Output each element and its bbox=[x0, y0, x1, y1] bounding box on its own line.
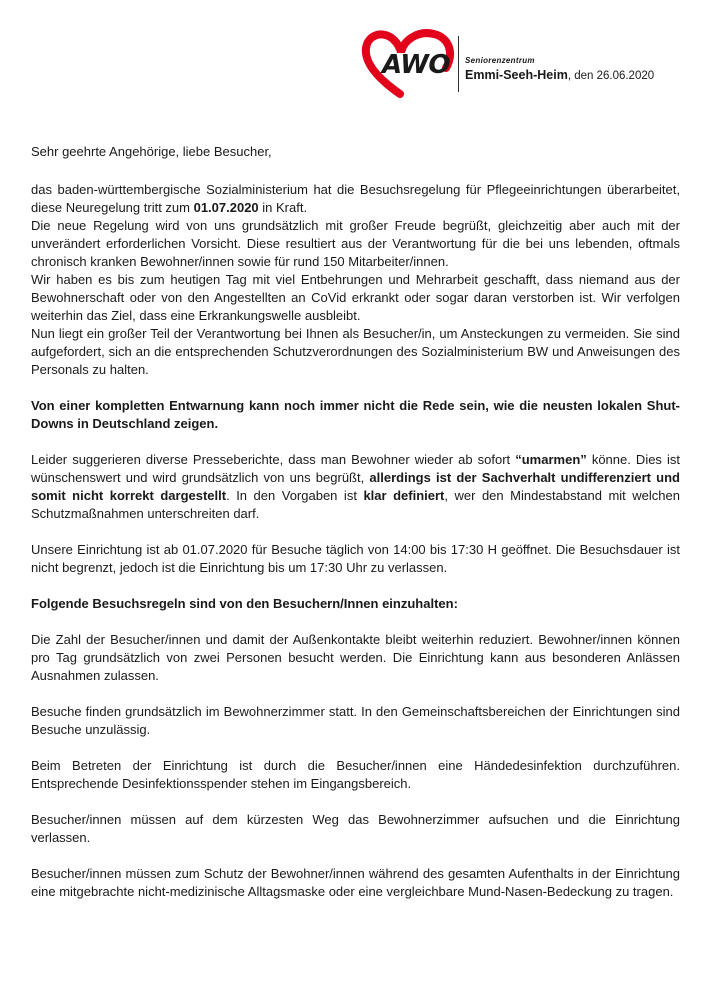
press-text-a: Leider suggerieren diverse Presseberichte, dass man Bewohner wieder ab sofort bbox=[31, 452, 516, 467]
awo-logo-text: AWO bbox=[382, 50, 450, 80]
press-bold-d: allerdings ist der Sachverhalt undifferenziert und somit nicht korrekt dargestellt bbox=[31, 470, 680, 503]
letter-date: , den 26.06.2020 bbox=[567, 70, 655, 82]
org-name: Emmi-Seeh-Heim bbox=[465, 68, 568, 82]
letter-body bbox=[31, 143, 680, 901]
warning-paragraph bbox=[31, 397, 680, 433]
intro-text: das baden-württembergische Sozialministerium hat die Besuchsregelung für Pflegeeinrichtungen überarbeitet, diese Neuregelung tritt zum bbox=[31, 182, 680, 215]
paragraph-responsibility: Nun liegt ein großer Teil der Verantwortung bei Ihnen als Besucher/in, um Ansteckungen zu vermeiden. Sie sind aufgefordert, sich an die entsprechenden Schutzverordnungen des Sozialministerium BW und Anweisungen des Personals zu halten. bbox=[31, 326, 680, 377]
press-text-c: könne. Dies ist wünschenswert und wird grundsätzlich von uns begrüßt, bbox=[31, 452, 680, 485]
rules-heading-text: Folgende Besuchsregeln sind von den Besuchern/Innen einzuhalten: bbox=[31, 596, 458, 611]
paragraph-press bbox=[31, 451, 680, 523]
effective-date: 01.07.2020 bbox=[193, 200, 259, 215]
press-hug: “umarmen” bbox=[515, 452, 587, 467]
rules-heading bbox=[31, 595, 680, 613]
rule-visit-location: Besuche finden grundsätzlich im Bewohnerzimmer statt. In den Gemeinschaftsbereichen der Einrichtungen sind Besuche unzulässig. bbox=[31, 704, 680, 737]
rule-visitor-limit: Die Zahl der Besucher/innen und damit der Außenkontakte bleibt weiterhin reduziert. Bewohner/innen können pro Tag grundsätzlich von zwei Personen besucht werden. Die Einrichtung kann aus besonderen Anlässen Ausnahmen zulassen. bbox=[31, 632, 680, 683]
header-divider bbox=[458, 36, 459, 92]
press-text-e: . In den Vorgaben ist bbox=[226, 488, 364, 503]
press-bold-f: klar definiert bbox=[363, 488, 445, 503]
intro-text-end: in Kraft. bbox=[258, 200, 308, 215]
paragraph-regulation: Die neue Regelung wird von uns grundsätzlich mit großer Freude begrüßt, gleichzeitig aber auch mit der unverändert erforderlichen Vorsicht. Diese resultiert aus der Verantwortung für die bei uns lebenden, oftmals chronisch kranken Bewohner/innen sowie für rund 150 Mitarbeiter/innen. bbox=[31, 218, 680, 269]
rule-mask: Besucher/innen müssen zum Schutz der Bewohner/innen während des gesamten Aufenthalts in der Einrichtung eine mitgebrachte nicht-medizinische Alltagsmaske oder eine vergleichbare Mund-Nasen-Bedeckung zu tragen. bbox=[31, 866, 680, 899]
org-type: Seniorenzentrum bbox=[465, 56, 535, 65]
warning-text: Von einer kompletten Entwarnung kann noch immer nicht die Rede sein, wie die neusten lokalen Shut-Downs in Deutschland zeigen. bbox=[31, 398, 680, 431]
letterhead bbox=[360, 28, 690, 98]
salutation: Sehr geehrte Angehörige, liebe Besucher, bbox=[31, 144, 272, 159]
paragraph-opening-hours: Unsere Einrichtung ist ab 01.07.2020 für Besuche täglich von 14:00 bis 17:30 H geöffnet. Die Besuchsdauer ist nicht begrenzt, jedoch ist die Einrichtung bis um 17:30 Uhr zu verlassen. bbox=[31, 542, 680, 575]
rule-shortest-path: Besucher/innen müssen auf dem kürzesten Weg das Bewohnerzimmer aufsuchen und die Einrichtung verlassen. bbox=[31, 812, 680, 845]
paragraph-intro bbox=[31, 181, 680, 217]
org-line bbox=[465, 68, 654, 82]
rule-disinfection: Beim Betreten der Einrichtung ist durch die Besucher/innen eine Händedesinfektion durchzuführen. Entsprechende Desinfektionsspender stehen im Eingangsbereich. bbox=[31, 758, 680, 791]
paragraph-achievement: Wir haben es bis zum heutigen Tag mit viel Entbehrungen und Mehrarbeit geschafft, dass niemand aus der Bewohnerschaft oder von den Angestellten an CoVid erkrankt oder sogar daran verstorben ist. Wir verfolgen weiterhin das Ziel, dass eine Erkrankungswelle ausbleibt. bbox=[31, 272, 680, 323]
press-text-g: , wer den Mindestabstand mit welchen Schutzmaßnahmen unterschreiten darf. bbox=[31, 488, 680, 521]
